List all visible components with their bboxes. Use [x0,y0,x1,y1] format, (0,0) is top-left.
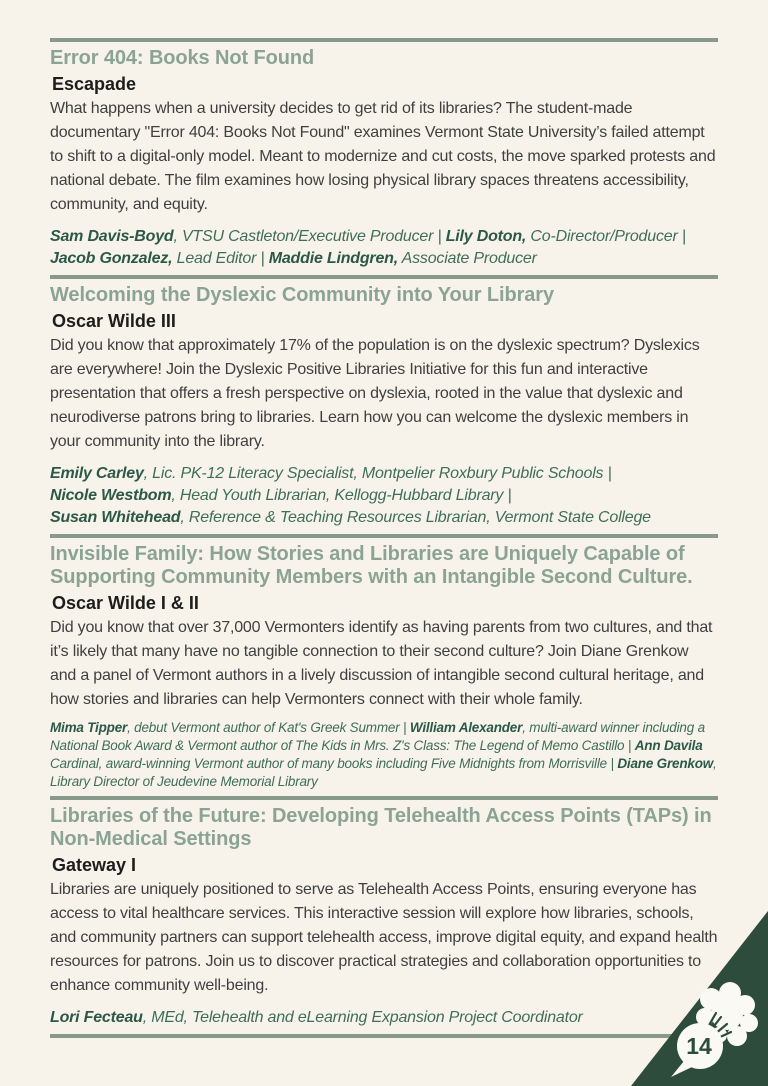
session-room: Oscar Wilde III [52,311,176,331]
presenter-role: , MEd, Telehealth and eLearning Expansion Project Coordinator [142,1009,583,1026]
presenter-name: Diane Grenkow [617,756,714,771]
page-number: 14 [686,1033,712,1059]
session-title: Libraries of the Future: Developing Telehealth Access Points (TAPs) in Non-Medical Settings [50,805,712,850]
presenter-name: Ann Davila [634,738,703,753]
session-description: Did you know that over 37,000 Vermonters identify as having parents from two cultures, and that it’s likely that many have no tangible connection to their second culture? Join Diane Grenkow and a panel of Vermont authors in a lively discussion of intangible second cultural heritage, and how stories and libraries can help Vermonters connect with their whole family. [50,619,713,708]
section-divider [50,796,718,800]
session-presenters [50,463,718,529]
presenter-name: Nicole Westbom [50,487,172,504]
session-room: Gateway I [52,855,137,875]
session-description: Did you know that approximately 17% of the population is on the dyslexic spectrum? Dyslexics are everywhere! Join the Dyslexic Positive Libraries Initiative for this fun and interactive presentation that offers a fresh perspective on dyslexia, rooted in the value that dyslexic and neurodiverse patrons bring to libraries. Learn how you can welcome the dyslexic members in your community into the library. [50,337,700,450]
presenter-name: Mima Tipper [50,720,128,735]
presenter-name: William Alexander [409,720,523,735]
presenter-role: Co-Director/Producer | [526,228,686,245]
presenter-line [50,226,718,270]
section-divider [50,38,718,42]
page-corner [598,896,768,1086]
session-presenters [50,719,718,791]
presenter-role: , Library Director of Jeudevine Memorial Library [50,756,717,789]
session-description: Libraries are uniquely positioned to serve as Telehealth Access Points, ensuring everyone has access to vital healthcare services. This interactive session will explore how libraries, schools, and community partners can support telehealth access, improve digital equity, and expand health resources for patrons. Join us to discover practical strategies and collaboration opportunities to enhance community well-being. [50,881,718,994]
presenter-role: , VTSU Castleton/Executive Producer | [173,228,446,245]
session-description: What happens when a university decides to get rid of its libraries? The student-made documentary "Error 404: Books Not Found" examines Vermont State University’s failed attempt to shift to a digital-only model. Meant to modernize and cut costs, the move sparked protests and national debate. The film examines how losing physical library spaces threatens accessibility, community, and equity. [50,100,716,213]
session-room: Escapade [52,74,137,94]
presenter-line [50,485,718,507]
presenter-name: Lori Fecteau [50,1009,143,1026]
presenter-role: , debut Vermont author of Kat's Greek Summer | [127,720,410,735]
presenter-role: , multi-award winner including a National Book Award & Vermont author of The Kids in Mrs. Z's Class: The Legend of Memo Castillo | [50,720,705,753]
presenter-line [50,507,718,529]
session-title: Invisible Family: How Stories and Libraries are Uniquely Capable of Supporting Community Members with an Intangible Second Culture. [50,543,693,588]
session-room: Oscar Wilde I & II [52,593,199,613]
section-divider [50,275,718,279]
presenter-name: Maddie Lindgren, [268,250,398,267]
session-card [50,284,718,534]
presenter-line [50,719,718,791]
session-title: Welcoming the Dyslexic Community into Your Library [50,284,554,306]
presenter-line [50,463,718,485]
presenter-role: , Head Youth Librarian, Kellogg-Hubbard Library | [171,487,512,504]
session-title: Error 404: Books Not Found [50,47,315,69]
presenter-role: , Reference & Teaching Resources Librarian, Vermont State College [180,509,651,526]
session-presenters [50,226,718,270]
presenter-name: Lily Doton, [445,228,527,245]
session-list [50,38,718,1038]
presenter-role: Cardinal, award-winning Vermont author of many books including Five Midnights from Morrisville | [50,756,618,771]
presenter-name: Jacob Gonzalez, [50,250,173,267]
presenter-name: Sam Davis-Boyd [50,228,174,245]
presenter-role: Associate Producer [397,250,537,267]
presenter-name: Susan Whitehead [50,509,181,526]
session-card [50,47,718,275]
presenter-role: Lead Editor | [172,250,269,267]
section-divider [50,534,718,538]
presenter-name: Emily Carley [50,465,144,482]
session-card [50,543,718,796]
presenter-role: , Lic. PK-12 Literacy Specialist, Montpelier Roxbury Public Schools | [143,465,612,482]
